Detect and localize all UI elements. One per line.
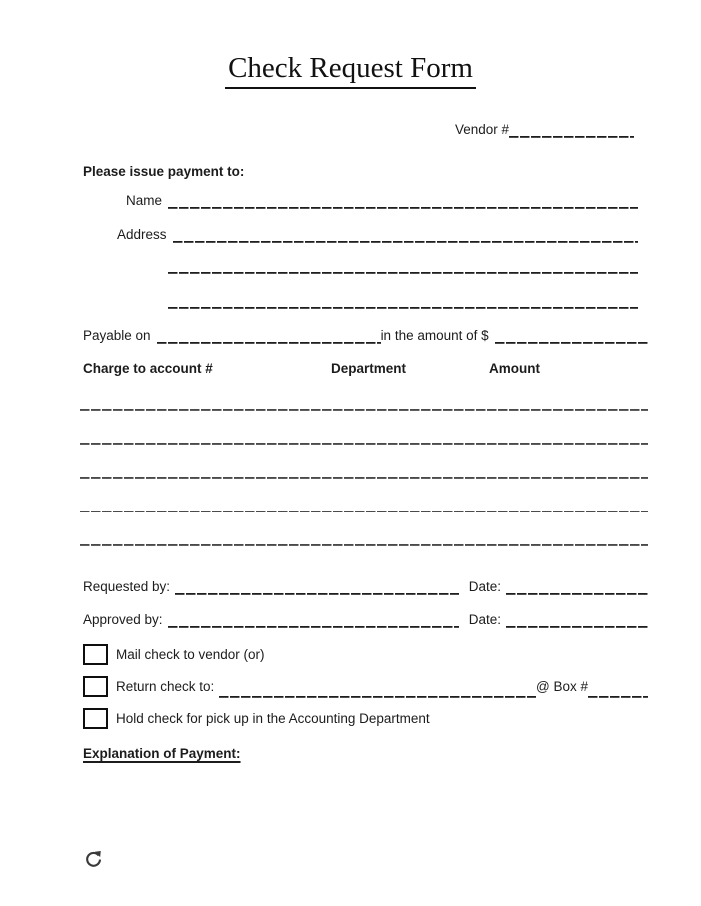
requested-by-row [83,578,648,595]
name-input-line[interactable] [168,192,638,209]
title-row [0,52,701,89]
payable-row [83,327,648,344]
address-extra-row [168,292,638,309]
circular-arrow-icon [84,849,103,868]
page-title: Check Request Form [225,52,476,89]
amount-label: in the amount of $ [380,328,489,343]
address-input-line-2[interactable] [168,257,638,274]
box-number-label: @ Box # [536,678,588,694]
approved-by-label: Approved by: [83,612,163,627]
charge-table-blank-line[interactable] [80,428,648,445]
department-header: Department [331,361,407,376]
payable-on-label: Payable on [83,328,151,343]
hold-check-checkbox[interactable] [83,708,108,729]
name-label: Name [126,193,163,208]
payee-heading-row [83,163,648,180]
charge-table-blank-line[interactable] [80,529,648,546]
mail-check-label: Mail check to vendor (or) [116,646,265,662]
requested-by-label: Requested by: [83,579,171,594]
charge-table-header-row [83,360,648,377]
vendor-label: Vendor # [454,122,509,137]
mail-check-row [83,642,648,666]
date-label: Date: [468,579,501,594]
hold-check-row [83,706,648,730]
mail-check-checkbox[interactable] [83,644,108,665]
address-extra-row [168,257,638,274]
vendor-number-line[interactable] [509,121,634,138]
amount-header: Amount [489,361,540,376]
approved-by-row [83,611,648,628]
requested-by-line[interactable] [175,578,459,595]
explanation-row [83,745,648,762]
return-check-row [83,674,648,698]
address-input-line-3[interactable] [168,292,638,309]
approved-by-line[interactable] [168,611,459,628]
return-check-label: Return check to: [116,678,215,694]
explanation-heading: Explanation of Payment: [83,746,241,761]
address-label: Address [117,227,167,242]
address-input-line[interactable] [173,226,638,243]
address-row [83,226,638,243]
charge-table-blank-line[interactable] [80,394,648,411]
return-check-checkbox[interactable] [83,676,108,697]
amount-line[interactable] [495,327,648,344]
charge-table-lines [80,394,648,563]
approved-date-line[interactable] [506,611,648,628]
payee-heading: Please issue payment to: [83,164,245,179]
box-number-line[interactable] [588,681,648,698]
charge-table-blank-line[interactable] [80,462,648,479]
name-row [83,192,638,209]
vendor-row [455,121,634,138]
payable-on-line[interactable] [157,327,381,344]
return-check-to-line[interactable] [219,681,536,698]
date-label: Date: [468,612,501,627]
hold-check-label: Hold check for pick up in the Accounting Department [116,710,430,726]
charge-account-header: Charge to account # [83,361,213,376]
requested-date-line[interactable] [506,578,648,595]
charge-table-blank-line[interactable] [80,495,648,512]
